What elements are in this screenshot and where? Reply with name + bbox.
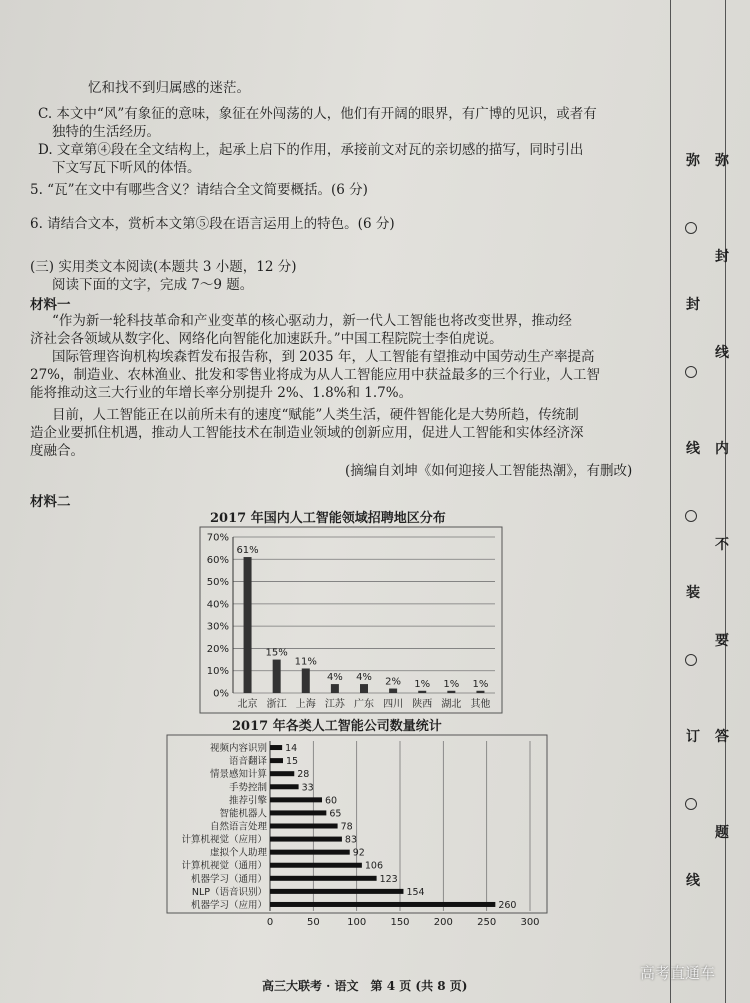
data-label: 78 bbox=[340, 821, 353, 833]
bar bbox=[447, 691, 455, 693]
binding-circle-icon bbox=[685, 654, 697, 666]
data-label: 15% bbox=[265, 647, 288, 659]
data-label: 83 bbox=[344, 834, 358, 846]
option-c-cont: 独特的生活经历。 bbox=[52, 124, 160, 140]
y-tick-label: 20% bbox=[206, 643, 229, 655]
binding-char: 弥 bbox=[686, 153, 700, 169]
x-tick-label: 50 bbox=[306, 917, 320, 928]
binding-circle-icon bbox=[685, 366, 697, 378]
binding-char: 线 bbox=[715, 345, 729, 361]
y-tick-label: 视频内容识别 bbox=[209, 743, 267, 755]
x-tick-label: 0 bbox=[266, 917, 274, 928]
binding-char: 订 bbox=[686, 729, 700, 745]
data-label: 11% bbox=[294, 656, 317, 668]
data-label: 260 bbox=[498, 899, 517, 911]
paragraph-line: 27%，制造业、农林渔业、批发和零售业将成为从人工智能应用中获益最多的三个行业，人工智 bbox=[30, 367, 601, 383]
data-label: 60 bbox=[325, 795, 338, 807]
x-tick-label: 250 bbox=[477, 917, 497, 928]
bar bbox=[270, 902, 495, 907]
x-tick-label: 江苏 bbox=[324, 699, 345, 710]
bar bbox=[270, 771, 294, 776]
data-label: 1% bbox=[443, 678, 460, 690]
y-tick-label: 语音翻译 bbox=[228, 756, 267, 768]
paragraph-line: 国际管理咨询机构埃森哲发布报告称，到 2035 年，人工智能有望推动中国劳动生产率提高 bbox=[52, 349, 595, 365]
binding-char: 线 bbox=[686, 873, 700, 889]
paragraph-line: 目前，人工智能正在以前所未有的速度“赋能”人类生活，硬件智能化是大势所趋，传统制 bbox=[52, 407, 579, 423]
x-tick-label: 300 bbox=[520, 917, 540, 928]
data-label: 61% bbox=[236, 545, 259, 557]
data-label: 4% bbox=[326, 672, 343, 684]
watermark-logo-text: 高考直通车 bbox=[640, 964, 716, 982]
bar bbox=[270, 758, 283, 763]
material-1-title: 材料一 bbox=[30, 297, 71, 313]
x-tick-label: 广东 bbox=[354, 699, 374, 710]
paragraph-line: 能将推动这三大行业的年增长率分别提升 2%、1.8%和 1.7%。 bbox=[30, 385, 413, 401]
binding-char: 题 bbox=[715, 825, 729, 841]
paragraph-line: 度融合。 bbox=[30, 443, 84, 459]
data-label: 33 bbox=[301, 782, 314, 794]
y-tick-label: 推荐引擎 bbox=[228, 795, 267, 807]
y-tick-label: 虚拟个人助理 bbox=[209, 847, 267, 859]
data-label: 28 bbox=[297, 769, 310, 781]
binding-char: 内 bbox=[715, 441, 729, 457]
bar bbox=[389, 689, 397, 693]
data-label: 106 bbox=[364, 860, 384, 872]
paragraph-line: 济社会各领域从数字化、网络化向智能化加速跃升。”中国工程院院士李伯虎说。 bbox=[30, 331, 503, 347]
binding-char: 装 bbox=[686, 585, 700, 601]
x-tick-label: 北京 bbox=[237, 699, 258, 710]
x-tick-label: 浙江 bbox=[266, 699, 287, 710]
option-d-cont: 下文写瓦下听风的体悟。 bbox=[52, 160, 201, 176]
paragraph-line: “作为新一轮科技革命和产业变革的核心驱动力，新一代人工智能也将改变世界，推动经 bbox=[52, 313, 572, 329]
y-tick-label: 0% bbox=[213, 688, 229, 700]
binding-circle-icon bbox=[685, 798, 697, 810]
x-tick-label: 200 bbox=[433, 917, 453, 928]
binding-char: 封 bbox=[686, 297, 700, 313]
x-tick-label: 上海 bbox=[295, 699, 316, 710]
paragraph-line: 造企业要抓住机遇，推动人工智能技术在制造业领域的创新应用，促进人工智能和实体经济深 bbox=[30, 425, 584, 441]
chart-2-title: 2017 年各类人工智能公司数量统计 bbox=[232, 719, 442, 734]
text-line: 忆和找不到归属感的迷茫。 bbox=[88, 80, 250, 96]
question-5: 5. “瓦”在文中有哪些含义？请结合全文简要概括。(6 分) bbox=[30, 182, 368, 198]
y-tick-label: 50% bbox=[206, 577, 229, 589]
binding-char: 弥 bbox=[715, 153, 729, 169]
y-tick-label: 情景感知计算 bbox=[209, 769, 267, 781]
binding-char: 要 bbox=[715, 633, 729, 649]
y-tick-label: 70% bbox=[206, 532, 229, 544]
binding-char: 封 bbox=[715, 249, 729, 265]
bar bbox=[270, 876, 377, 881]
bar bbox=[244, 557, 252, 693]
binding-margin bbox=[665, 0, 750, 1003]
data-label: 15 bbox=[286, 756, 299, 768]
bar bbox=[331, 684, 339, 693]
data-label: 65 bbox=[329, 808, 342, 820]
x-tick-label: 陕西 bbox=[412, 699, 433, 710]
bar bbox=[302, 668, 310, 693]
bar bbox=[270, 784, 299, 789]
binding-circle-icon bbox=[685, 222, 697, 234]
y-tick-label: 智能机器人 bbox=[219, 808, 267, 820]
bar bbox=[270, 889, 403, 894]
binding-char: 不 bbox=[715, 537, 729, 553]
question-6: 6. 请结合文本，赏析本文第⑤段在语言运用上的特色。(6 分) bbox=[30, 216, 395, 232]
binding-char: 线 bbox=[686, 441, 700, 457]
bar bbox=[476, 691, 484, 693]
chart-1-title: 2017 年国内人工智能领域招聘地区分布 bbox=[210, 511, 446, 526]
bar bbox=[270, 850, 350, 855]
material-2-title: 材料二 bbox=[30, 494, 71, 510]
company-count-chart bbox=[165, 733, 550, 943]
binding-char: 答 bbox=[715, 729, 729, 745]
bar bbox=[273, 660, 281, 693]
section-title: (三) 实用类文本阅读(本题共 3 小题，12 分) bbox=[30, 259, 297, 275]
option-c: C. 本文中“风”有象征的意味，象征在外闯荡的人，他们有开阔的眼界，有广博的见识，或者有 bbox=[38, 106, 597, 122]
bar bbox=[270, 837, 342, 842]
x-tick-label: 100 bbox=[347, 917, 367, 928]
binding-rule bbox=[670, 0, 671, 1003]
data-label: 4% bbox=[356, 672, 372, 684]
y-tick-label: 60% bbox=[206, 554, 229, 566]
y-tick-label: 40% bbox=[206, 599, 229, 611]
y-tick-label: 自然语言处理 bbox=[209, 821, 267, 833]
bar bbox=[360, 684, 368, 693]
data-label: 154 bbox=[406, 886, 425, 898]
bar bbox=[270, 810, 326, 815]
y-tick-label: NLP（语音识别） bbox=[191, 886, 267, 898]
y-tick-label: 手势控制 bbox=[228, 782, 267, 794]
binding-circle-icon bbox=[685, 510, 697, 522]
data-label: 92 bbox=[352, 847, 365, 859]
source-citation: (摘编自刘坤《如何迎接人工智能热潮》，有删改) bbox=[345, 463, 633, 479]
bar bbox=[270, 863, 362, 868]
data-label: 1% bbox=[472, 678, 489, 690]
y-tick-label: 机器学习（通用） bbox=[190, 873, 267, 885]
instruction: 阅读下面的文字，完成 7～9 题。 bbox=[52, 277, 254, 293]
data-label: 1% bbox=[414, 678, 431, 690]
x-tick-label: 150 bbox=[390, 917, 410, 928]
bar bbox=[418, 691, 426, 693]
option-d: D. 文章第④段在全文结构上，起承上启下的作用，承接前文对瓦的亲切感的描写，同时引出 bbox=[38, 142, 584, 158]
y-tick-label: 计算机视觉（应用） bbox=[181, 834, 267, 846]
bar bbox=[270, 824, 338, 829]
data-label: 14 bbox=[285, 743, 298, 755]
page-footer: 高三大联考 · 语文 第 4 页 (共 8 页) bbox=[262, 979, 468, 993]
data-label: 123 bbox=[379, 873, 398, 885]
bar bbox=[270, 745, 282, 750]
y-tick-label: 机器学习（应用） bbox=[190, 899, 267, 911]
x-tick-label: 其他 bbox=[470, 699, 491, 710]
y-tick-label: 10% bbox=[206, 666, 229, 678]
x-tick-label: 湖北 bbox=[441, 699, 462, 710]
x-tick-label: 四川 bbox=[383, 699, 404, 710]
y-tick-label: 30% bbox=[206, 621, 229, 633]
y-tick-label: 计算机视觉（通用） bbox=[181, 860, 267, 872]
bar bbox=[270, 797, 322, 802]
data-label: 2% bbox=[385, 676, 402, 688]
recruitment-region-chart bbox=[195, 525, 505, 715]
